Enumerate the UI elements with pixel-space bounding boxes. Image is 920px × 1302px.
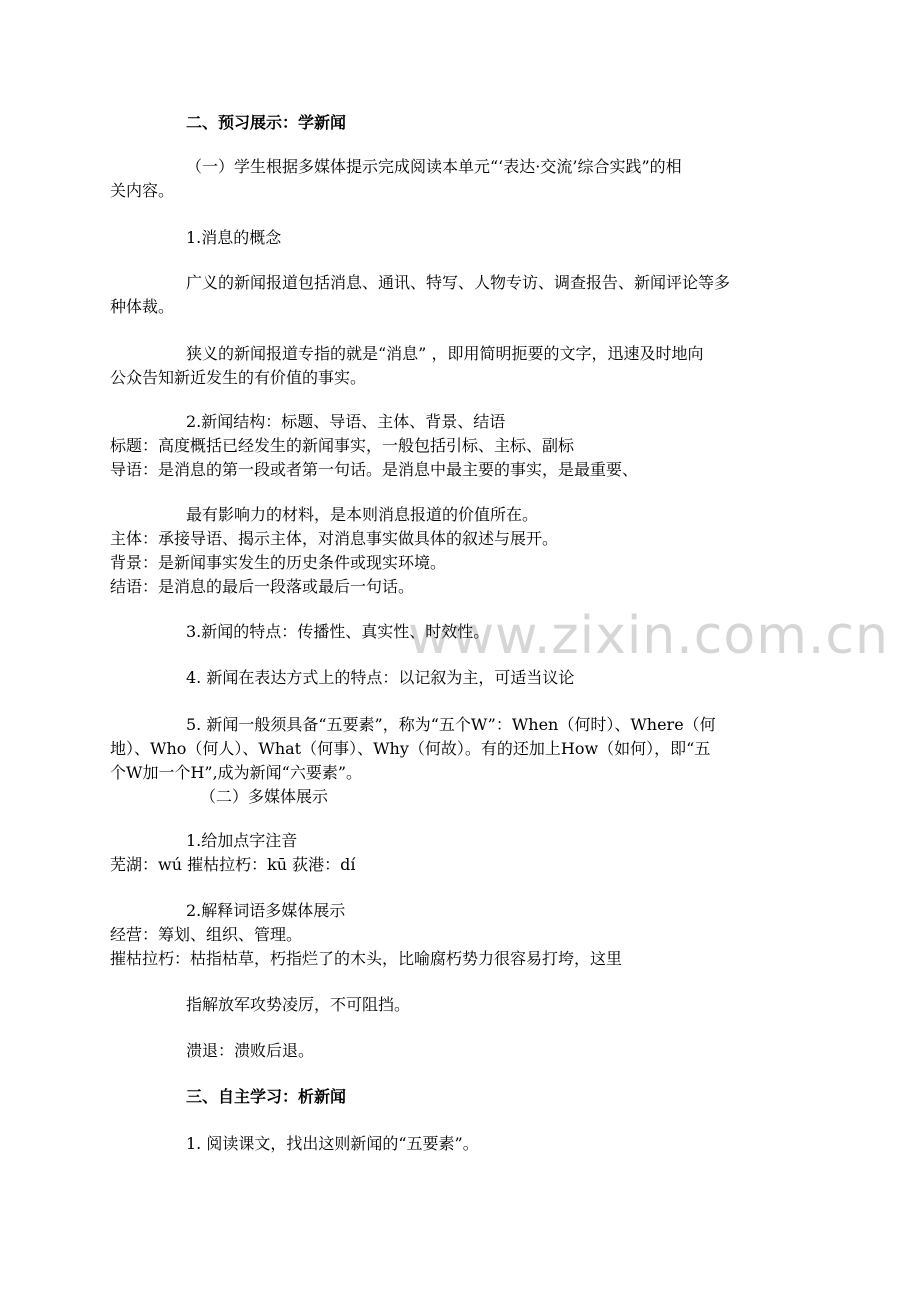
paragraph-line: 主体：承接导语、揭示主体，对消息事实做具体的叙述与展开。: [110, 529, 559, 548]
subheading: 2.解释词语多媒体展示: [186, 901, 346, 920]
paragraph-line: 广义的新闻报道包括消息、通讯、特写、人物专访、调查报告、新闻评论等多: [186, 273, 731, 292]
paragraph-line: 芜湖：wú 摧枯拉朽：kū 荻港：dí: [110, 855, 356, 874]
paragraph-line: 种体裁。: [110, 297, 175, 316]
paragraph-line: 公众告知新近发生的有价值的事实。: [110, 368, 367, 387]
paragraph-line: 个W加一个H”,成为新闻“六要素”。: [110, 763, 363, 782]
subheading: 3.新闻的特点：传播性、真实性、时效性。: [186, 622, 490, 641]
paragraph-line: 关内容。: [110, 181, 175, 200]
paragraph-line: 地）、Who（何人）、What（何事）、Why（何故）。有的还加上How（如何），即“五: [110, 739, 711, 758]
paragraph-line: 结语：是消息的最后一段落或最后一句话。: [110, 577, 415, 596]
paragraph-line: 导语：是消息的第一段或者第一句话。是消息中最主要的事实，是最重要、: [110, 460, 639, 479]
paragraph-line: 最有影响力的材料，是本则消息报道的价值所在。: [186, 505, 539, 524]
subheading: 1.消息的概念: [186, 228, 282, 247]
paragraph-line: 指解放军攻势凌厉，不可阻挡。: [186, 995, 411, 1014]
paragraph-line: 标题：高度概括已经发生的新闻事实，一般包括引标、主标、副标: [110, 436, 575, 455]
subheading: 2.新闻结构：标题、导语、主体、背景、结语: [186, 412, 506, 431]
watermark: www.zixin.com.cn: [408, 606, 889, 666]
paragraph-line: 背景：是新闻事实发生的历史条件或现实环境。: [110, 553, 447, 572]
subheading: 4. 新闻在表达方式上的特点：以记叙为主，可适当议论: [186, 668, 575, 687]
paragraph-line: 经营：筹划、组织、管理。: [110, 925, 303, 944]
paragraph-line: 1. 阅读课文，找出这则新闻的“五要素”。: [186, 1134, 479, 1153]
subheading: （二）多媒体展示: [200, 787, 329, 806]
paragraph-line: 狭义的新闻报道专指的就是“消息” ，即用简明扼要的文字，迅速及时地向: [186, 344, 704, 363]
paragraph-line: 摧枯拉朽：枯指枯草，朽指烂了的木头，比喻腐朽势力很容易打垮，这里: [110, 949, 623, 968]
paragraph-line: 5. 新闻一般须具备“五要素”，称为“五个W”：When（何时）、Where（何: [186, 715, 716, 734]
paragraph-line: （一）学生根据多媒体提示完成阅读本单元“‘表达·交流’综合实践”的相: [186, 157, 682, 176]
section-heading-self-study: 三、自主学习：析新闻: [186, 1087, 347, 1106]
section-heading-preview: 二、预习展示：学新闻: [186, 113, 347, 132]
paragraph-line: 溃退：溃败后退。: [186, 1041, 315, 1060]
subheading: 1.给加点字注音: [186, 831, 298, 850]
